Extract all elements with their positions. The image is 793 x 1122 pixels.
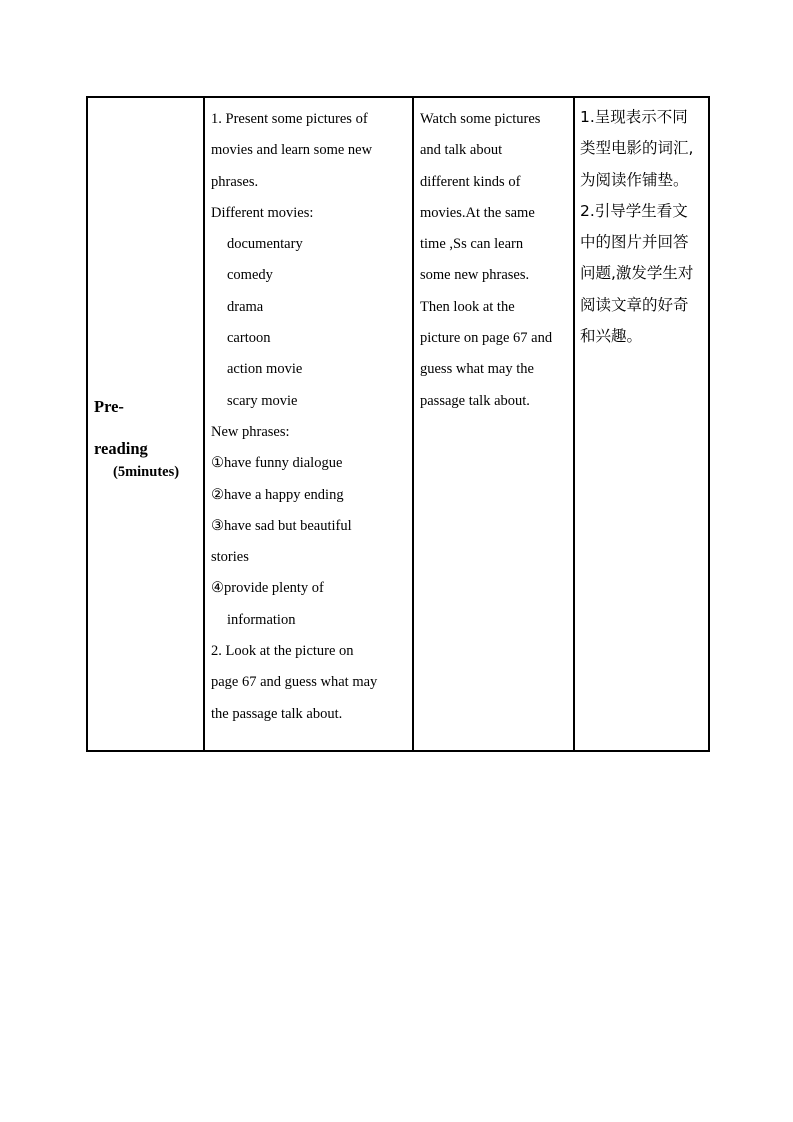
student-line: and talk about [420,142,503,159]
teacher-line: page 67 and guess what may [211,674,378,691]
purpose-line: 2.引导学生看文 [580,201,688,220]
teacher-line: movies and learn some new [211,142,373,159]
teacher-activity-text [205,98,412,730]
purpose-line: 中的图片并回答 [580,233,689,252]
student-line: passage talk about. [420,392,530,409]
stage-duration: (5minutes) [113,464,180,480]
teacher-line: Different movies: [211,204,314,221]
stage-cell [87,97,204,751]
phrase-item: stories [211,549,249,566]
teacher-line: the passage talk about. [211,705,343,722]
student-line: time ,Ss can learn [420,236,524,253]
student-line: some new phrases. [420,267,530,284]
student-line: different kinds of [420,173,521,190]
phrase-item: ①have funny dialogue [211,455,343,472]
movie-type-item: drama [227,298,264,315]
purpose-line: 类型电影的词汇, [580,139,694,158]
phrase-item: information [227,611,296,628]
phrase-item: ③have sad but beautiful [211,517,352,534]
student-line: Watch some pictures [420,111,541,127]
table-row [87,97,709,751]
purpose-line: 和兴趣。 [580,327,643,346]
teacher-line: phrases. [211,173,259,190]
movie-type-item: comedy [227,267,273,284]
movie-type-item: cartoon [227,330,271,347]
student-activity-cell [413,97,574,751]
stage-name-line-1: Pre- [94,397,124,416]
design-purpose-text [575,98,708,352]
student-line: Then look at the [420,298,515,315]
purpose-line: 问题,激发学生对 [580,264,694,283]
student-activity-text [414,98,573,417]
movie-type-item: documentary [227,236,303,253]
lesson-plan-table [86,96,710,752]
teacher-activity-cell [204,97,413,751]
stage-label [88,386,203,482]
teacher-line: New phrases: [211,423,290,440]
purpose-line: 阅读文章的好奇 [580,295,689,314]
phrase-item: ②have a happy ending [211,486,344,503]
purpose-line: 为阅读作铺垫。 [580,170,689,189]
student-line: movies.At the same [420,204,535,221]
teacher-line: 1. Present some pictures of [211,111,368,127]
student-line: picture on page 67 and [420,330,553,347]
stage-name-line-2: reading [94,439,148,458]
teacher-line: 2. Look at the picture on [211,643,354,660]
movie-type-item: action movie [227,361,303,378]
purpose-line: 1.呈现表示不同 [580,108,688,126]
design-purpose-cell [574,97,709,751]
phrase-item: ④provide plenty of [211,580,324,597]
movie-type-item: scary movie [227,392,298,409]
student-line: guess what may the [420,361,534,378]
